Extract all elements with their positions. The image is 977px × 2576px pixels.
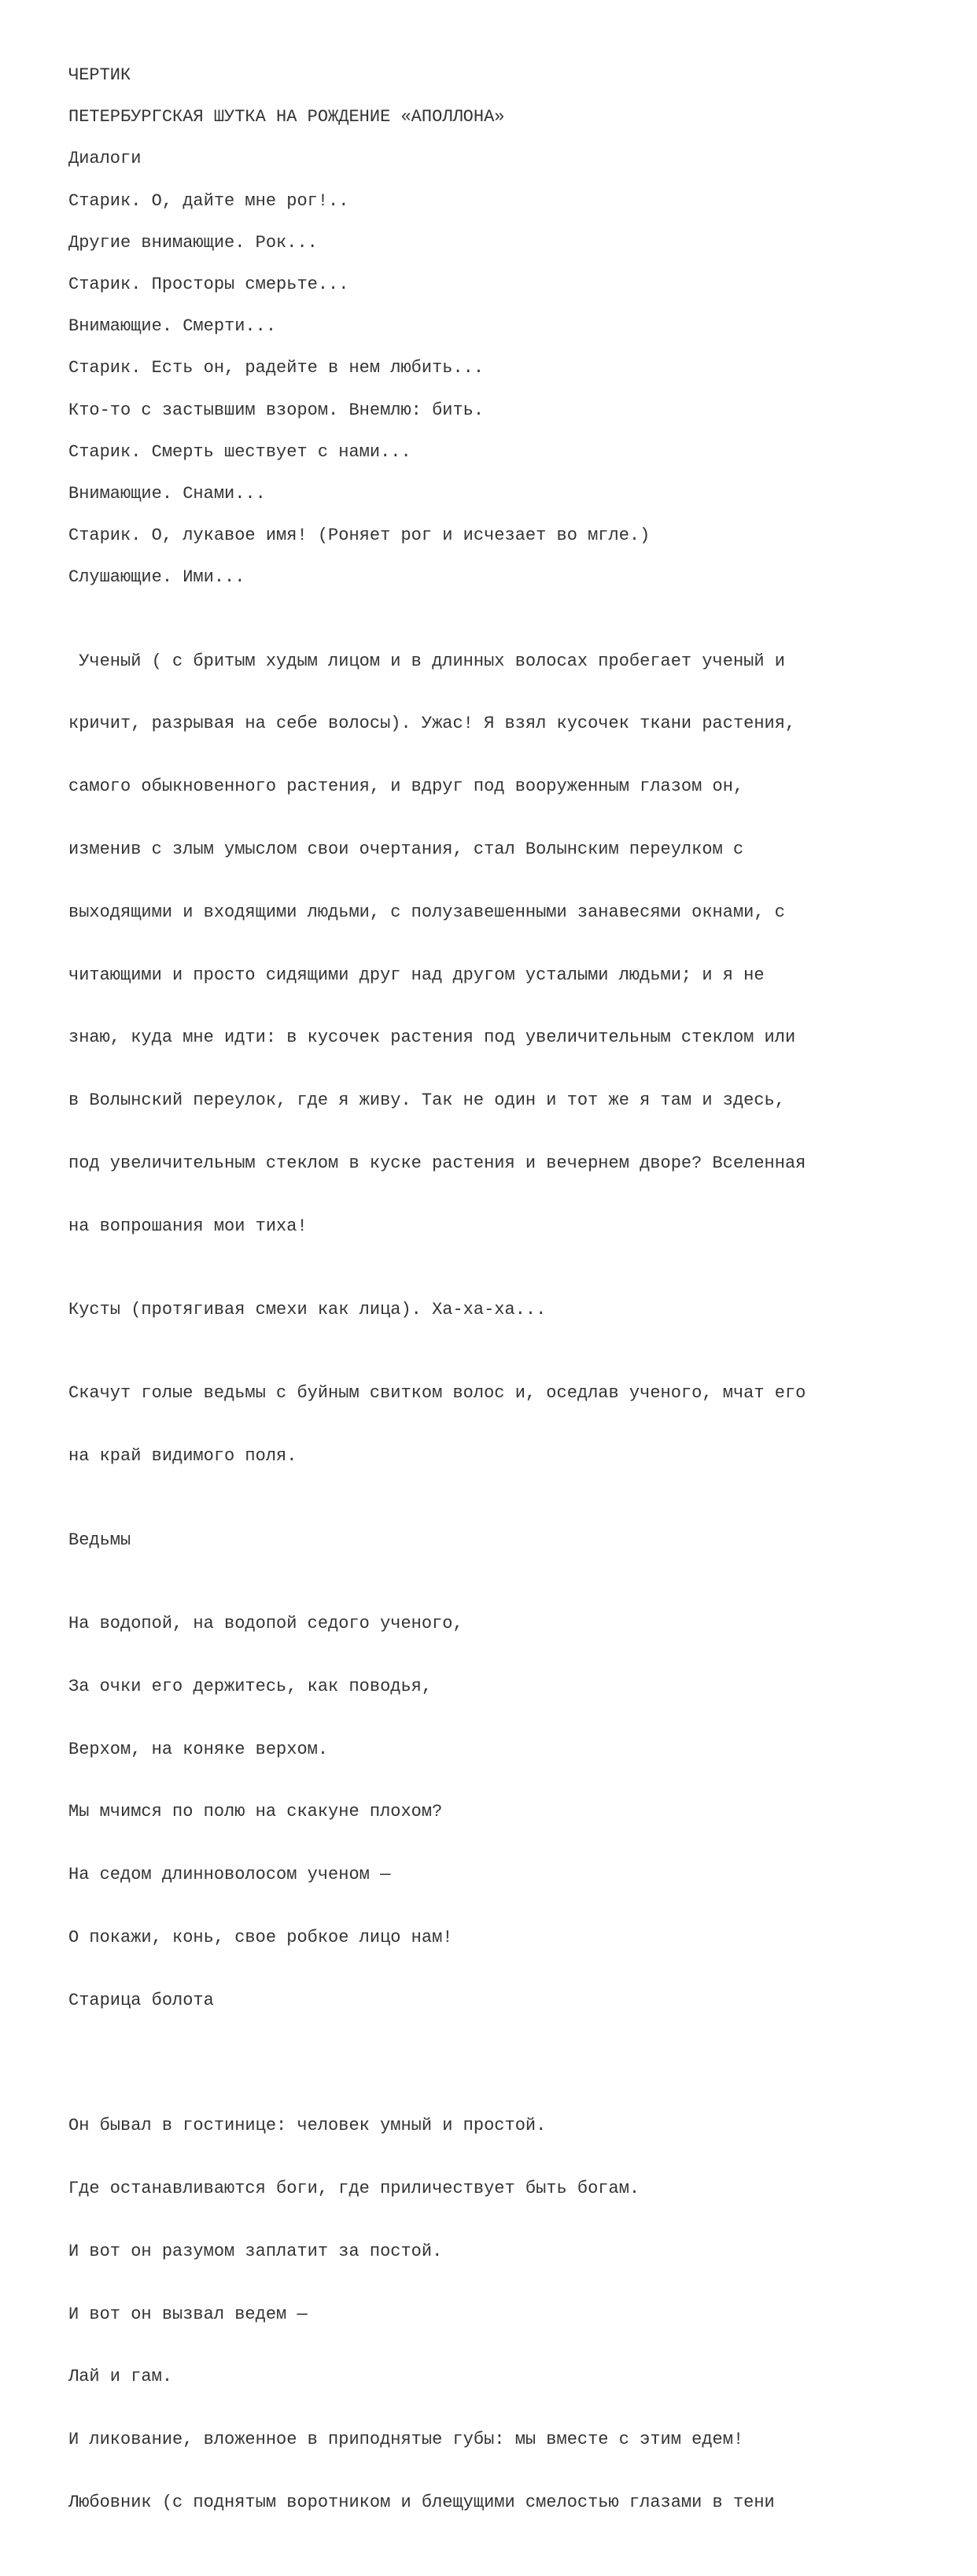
witches-action-paragraph <box>68 1342 949 1509</box>
paragraph-line: кричит, разрывая на себе волосы). Ужас! Я взял кусочек ткани растения, <box>68 714 796 734</box>
verse-line: И вот он вызвал ведем — <box>68 2304 308 2324</box>
verse-line: Любовник (с поднятым воротником и блещущими смелостью глазами в тени <box>68 2492 775 2512</box>
dialogue-line: Старик. Смерть шествует с нами... <box>68 441 411 462</box>
dialogue-line: Другие внимающие. Рок... <box>68 232 318 253</box>
verse-line: Мы мчимся по полю на скакуне плохом? <box>68 1802 443 1822</box>
paragraph-line: в Волынский переулок, где я живу. Так не один и тот же я там и здесь, <box>68 1091 785 1111</box>
dialogue-line: Внимающие. Снами... <box>68 483 266 504</box>
paragraph-line: читающими и просто сидящими друг над другом усталыми людьми; и я не <box>68 965 765 985</box>
paragraph-line: выходящими и входящими людьми, с полузавешенными занавесями окнами, с <box>68 902 785 922</box>
witches-heading: Ведьмы <box>68 1530 131 1550</box>
verse-line: И вот он разумом заплатит за постой. <box>68 2241 443 2261</box>
paragraph-line: изменив с злым умыслом свои очертания, стал Волынским переулком с <box>68 839 744 859</box>
bushes-line: Кусты (протягивая смехи как лица). Ха-ха-ха... <box>68 1300 547 1320</box>
document-title: ЧЕРТИК <box>68 65 131 85</box>
verse-line: Лай и гам. <box>68 2367 173 2387</box>
verse-line: О покажи, конь, свое робкое лицо нам! <box>68 1927 453 1947</box>
paragraph-line: на край видимого поля. <box>68 1446 297 1467</box>
scientist-paragraph <box>68 609 949 1279</box>
dialogue-line: Старик. О, дайте мне рог!.. <box>68 190 349 211</box>
section-heading: Диалоги <box>68 149 142 169</box>
paragraph-line: Скачут голые ведьмы с буйным свитком волос и, оседлав ученого, мчат его <box>68 1383 806 1404</box>
paragraph-line: под увеличительным стеклом в куске растения и вечернем дворе? Вселенная <box>68 1153 806 1173</box>
verse-line: Где останавливаются боги, где приличествует быть богам. <box>68 2178 640 2198</box>
verse-line: Он бывал в гостинице: человек умный и простой. <box>68 2116 547 2136</box>
dialogue-line: Старик. Есть он, радейте в нем любить... <box>68 358 485 378</box>
witches-verse <box>68 1572 949 2054</box>
verse-line: Старица болота <box>68 1990 214 2010</box>
paragraph-line: Ученый ( с бритым худым лицом и в длинных волосах пробегает ученый и <box>68 651 785 671</box>
paragraph-line: знаю, куда мне идти: в кусочек растения под увеличительным стеклом или <box>68 1028 796 1048</box>
paragraph-line: на вопрошания мои тиха! <box>68 1216 308 1236</box>
paragraph-line: самого обыкновенного растения, и вдруг под вооруженным глазом он, <box>68 777 744 797</box>
document-body <box>68 65 949 2576</box>
verse-line: На седом длинноволосом ученом — <box>68 1865 391 1885</box>
dialogue-line: Старик. О, лукавое имя! (Роняет рог и исчезает во мгле.) <box>68 526 651 546</box>
dialogue-line: Внимающие. Смерти... <box>68 316 277 337</box>
final-verse <box>68 2074 949 2556</box>
dialogue-line: Слушающие. Ими... <box>68 567 245 588</box>
verse-line: За очки его держитесь, как поводья, <box>68 1676 433 1696</box>
verse-line: Верхом, на коняке верхом. <box>68 1739 329 1759</box>
verse-line: И ликование, вложенное в приподнятые губы: мы вместе с этим едем! <box>68 2430 744 2450</box>
dialogue-line: Кто-то с застывшим взором. Внемлю: бить. <box>68 400 485 420</box>
verse-line: На водопой, на водопой седого ученого, <box>68 1613 463 1633</box>
dialogue-line: Старик. Просторы смерьте... <box>68 274 349 294</box>
document-subtitle: ПЕТЕРБУРГСКАЯ ШУТКА НА РОЖДЕНИЕ «АПОЛЛОНА» <box>68 107 505 127</box>
